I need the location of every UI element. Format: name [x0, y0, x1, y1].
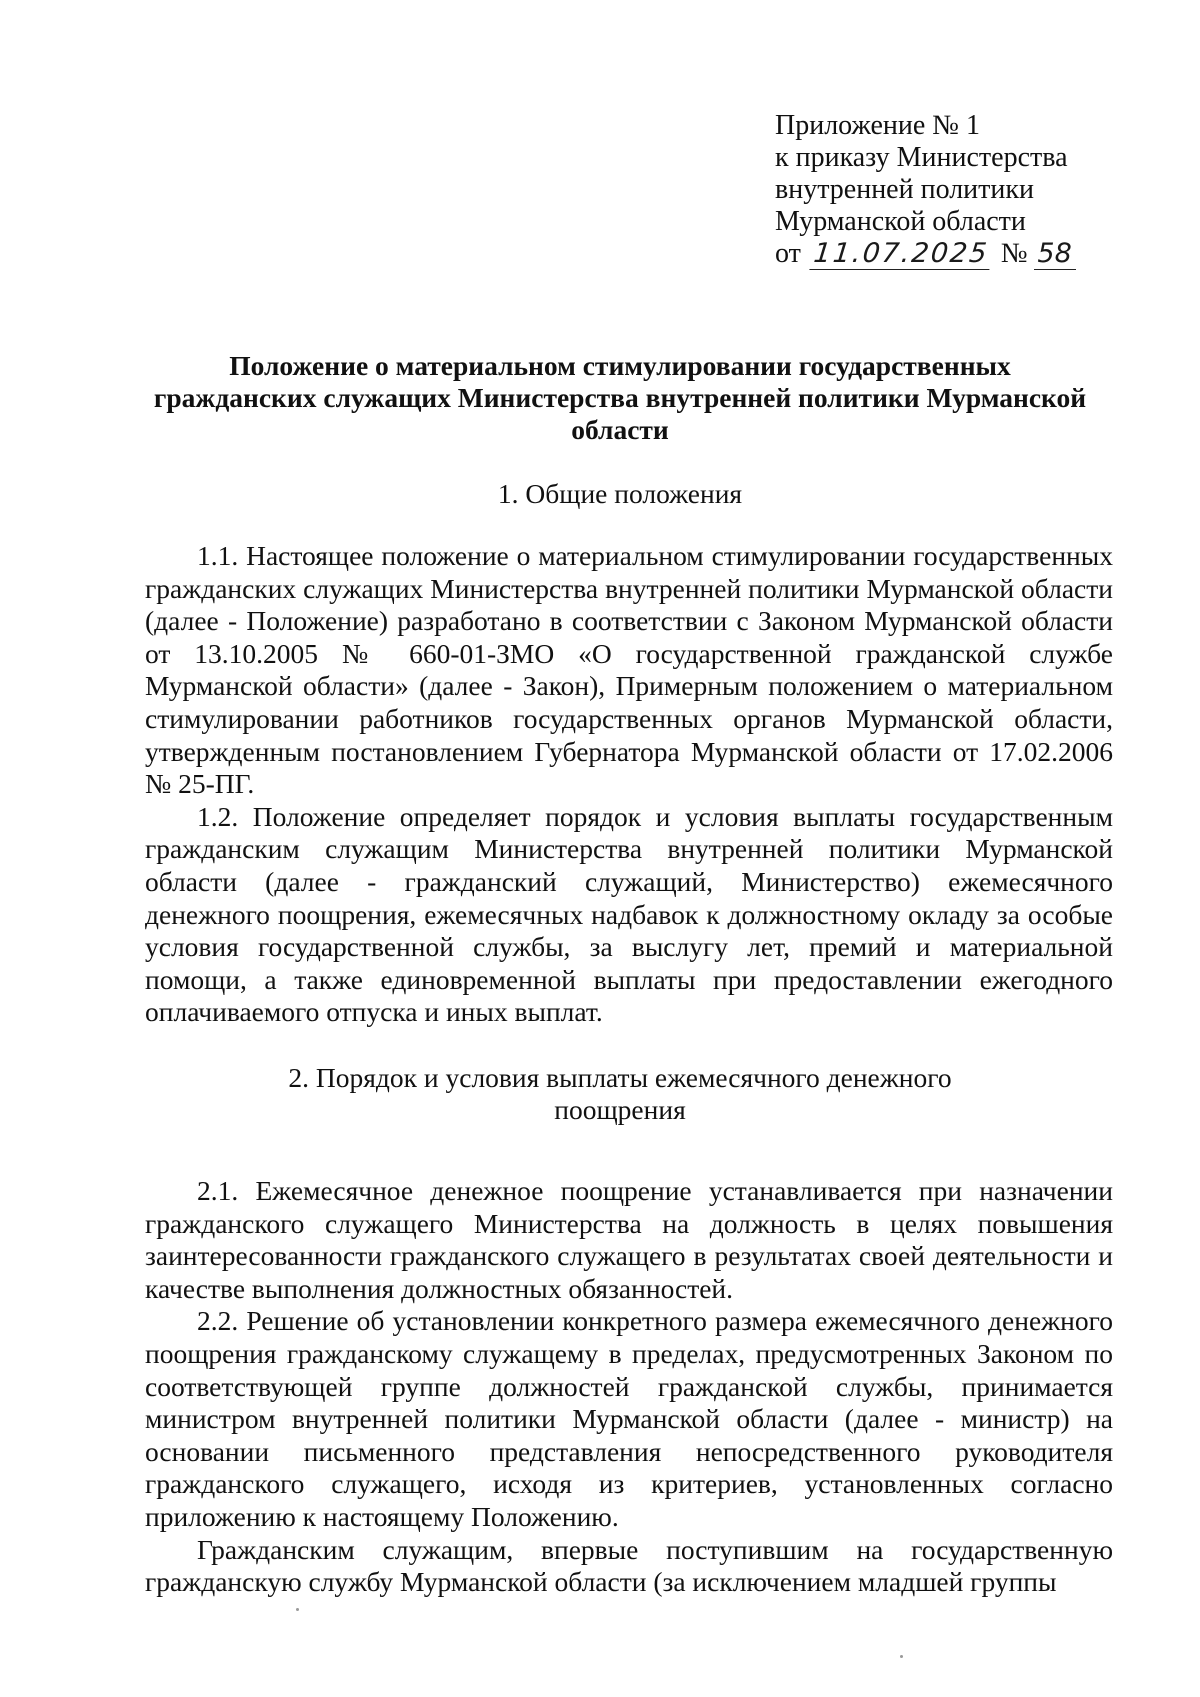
- section-1-body: [145, 540, 1113, 1029]
- attachment-line-2: к приказу Министерства: [775, 142, 1068, 173]
- title-line-2: гражданских служащих Министерства внутренней политики Мурманской: [153, 382, 1087, 413]
- handwritten-number: 58: [1034, 239, 1076, 270]
- paragraph-1-1: 1.1. Настоящее положение о материальном стимулировании государственных гражданских служащих Министерства внутренней политики Мурманской области (далее - Положение) разработано в соответствии с Законом Мурманской области от 13.10.2005 № 660-01-ЗМО «О государственной гражданской службе Мурманской области» (далее - Закон), Примерным положением о материальном стимулировании работников государственных органов Мурманской области, утвержденным постановлением Губернатора Мурманской области от 17.02.2006 № 25-ПГ.: [145, 540, 1113, 800]
- paragraph-2-3: Гражданским служащим, впервые поступившим на государственную гражданскую службу Мурманской области (за исключением младшей группы: [145, 1533, 1113, 1598]
- paragraph-1-2: 1.2. Положение определяет порядок и условия выплаты государственным гражданским служащим Министерства внутренней политики Мурманской области (далее - гражданский служащий, Министерство) ежемесячного денежного поощрения, ежемесячных надбавок к должностному окладу за особые условия государственной службы, за выслугу лет, премий и материальной помощи, а также единовременной выплаты при предоставлении ежегодного оплачиваемого отпуска и иных выплат.: [145, 800, 1113, 1028]
- paragraph-2-1: 2.1. Ежемесячное денежное поощрение устанавливается при назначении гражданского служащего Министерства на должность в целях повышения заинтересованности гражданского служащего в результатах своей деятельности и качестве выполнения должностных обязанностей.: [145, 1175, 1113, 1304]
- attachment-line-3: внутренней политики: [775, 174, 1034, 205]
- section-2-body: [145, 1175, 1113, 1599]
- title-line-1: Положение о материальном стимулировании государственных: [229, 350, 1011, 381]
- attachment-line-4: Мурманской области: [775, 206, 1026, 237]
- number-label: №: [1000, 238, 1028, 269]
- scan-speck: [296, 1608, 299, 1611]
- section-2-heading-line-2: поощрения: [554, 1094, 686, 1125]
- title-line-3: области: [571, 414, 669, 445]
- paragraph-2-2: 2.2. Решение об установлении конкретного размера ежемесячного денежного поощрения гражданскому служащему в пределах, предусмотренных Законом по соответствующей группе должностей гражданской службы, принимается министром внутренней политики Мурманской области (далее - министр) на основании письменного представления непосредственного руководителя гражданского служащего, исходя из критериев, установленных согласно приложению к настоящему Положению.: [145, 1305, 1113, 1532]
- handwritten-date: 11.07.2025: [809, 239, 992, 270]
- from-label: от: [775, 238, 801, 269]
- section-2-heading-line-1: 2. Порядок и условия выплаты ежемесячного денежного: [288, 1062, 952, 1093]
- section-1-heading: 1. Общие положения: [497, 478, 743, 509]
- attachment-header: [775, 110, 1105, 270]
- scan-speck: [900, 1655, 903, 1658]
- order-date-number: [775, 238, 1105, 270]
- section-2-heading: [140, 1062, 1100, 1126]
- document-title: [140, 350, 1100, 446]
- attachment-line-1: Приложение № 1: [775, 110, 980, 141]
